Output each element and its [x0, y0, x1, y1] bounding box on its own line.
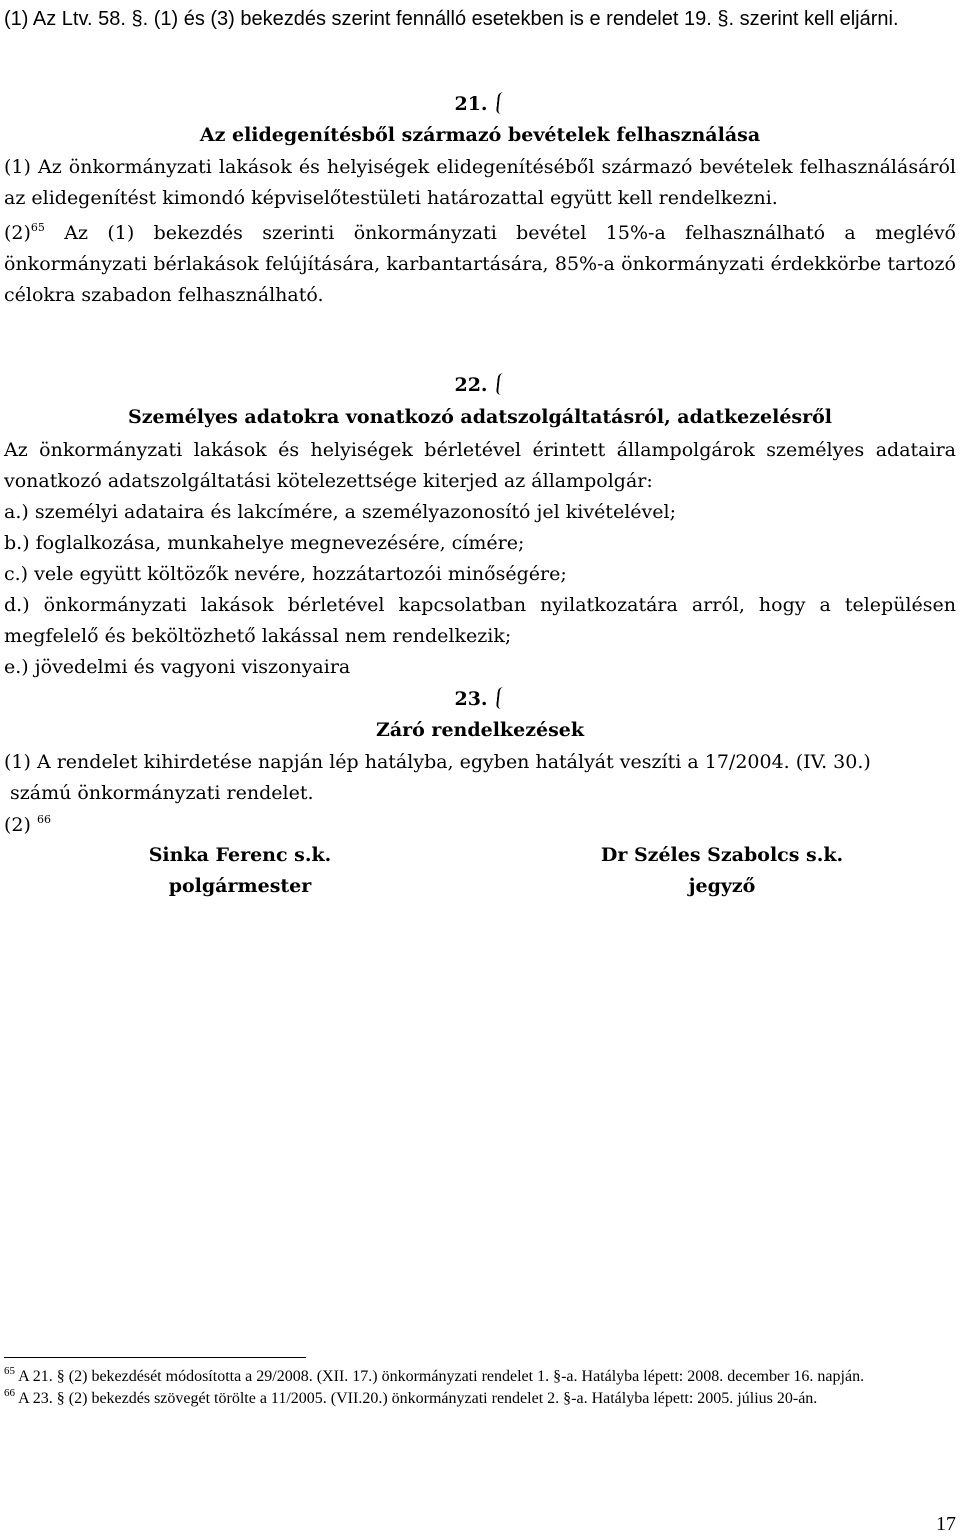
- section-21-title: Az elidegenítésből származó bevételek felhasználása: [199, 124, 761, 146]
- footnote-65: [4, 1366, 956, 1388]
- section-22-intro: Az önkormányzati lakások és helyiségek bérletével érintett állampolgárok személyes adataira vonatkozó adatszolgáltatási kötelezettsége kiterjed az állampolgár:: [4, 439, 956, 492]
- section-23-number: [4, 684, 956, 715]
- footnote-text: A 23. § (2) bekezdés szövegét törölte a 11/2005. (VII.20.) önkormányzati rendelet 2. §-a. Hatályba lépett: 2005. július 20-án.: [15, 1390, 818, 1407]
- footnote-ref-65: 65: [30, 221, 45, 234]
- paragraph-label: (2): [4, 814, 31, 836]
- section-21-paragraph-1: (1) Az önkormányzati lakások és helyiségek elidegenítéséből származó bevételek felhasználásáról az elidegenítést kimondó képviselőtestületi határozattal együtt kell rendelkezni.: [4, 156, 956, 209]
- section-number: 23.: [454, 688, 488, 710]
- section-number: 22.: [454, 374, 488, 396]
- section-22-number: [4, 370, 956, 401]
- section-sign-icon: [492, 92, 506, 114]
- list-item: c.) vele együtt költözők nevére, hozzátartozói minőségére;: [4, 563, 567, 585]
- list-item: a.) személyi adataira és lakcímére, a személyazonosító jel kivételével;: [4, 501, 676, 523]
- section-23-title: Záró rendelkezések: [375, 719, 585, 741]
- intro-paragraph: (1) Az Ltv. 58. §. (1) és (3) bekezdés szerint fennálló esetekben is e rendelet 19. §. szerint kell eljárni.: [4, 8, 899, 30]
- signature-right-name: Dr Széles Szabolcs s.k.: [600, 844, 844, 866]
- footnote-text: A 21. § (2) bekezdését módosította a 29/2008. (XII. 17.) önkormányzati rendelet 1. §-a. Hatályba lépett: 2008. december 16. napján.: [15, 1368, 865, 1385]
- footnote-ref-66: 66: [36, 813, 51, 826]
- section-23-paragraph-2: [4, 810, 956, 841]
- paragraph-text: Az (1) bekezdés szerinti önkormányzati bevétel 15%-a felhasználható a meglévő önkormányzati bérlakások felújítására, karbantartására, 85%-a önkormányzati érdekkörbe tartozó célokra szabadon felhasználható.: [4, 222, 956, 306]
- footnote-divider: [4, 1357, 306, 1358]
- signature-right-role: jegyző: [688, 875, 756, 897]
- section-23-paragraph-1-line-1: (1) A rendelet kihirdetése napján lép hatályba, egyben hatályát veszíti a 17/2004. (IV. 30.): [4, 751, 871, 773]
- footnote-66: [4, 1388, 956, 1410]
- section-22-title: Személyes adatokra vonatkozó adatszolgáltatásról, adatkezelésről: [127, 406, 833, 428]
- signature-left-name: Sinka Ferenc s.k.: [148, 844, 332, 866]
- footnote-number: 65: [4, 1365, 15, 1377]
- section-23-paragraph-1-line-2: számú önkormányzati rendelet.: [4, 782, 314, 804]
- footnote-number: 66: [4, 1387, 15, 1399]
- list-item: b.) foglalkozása, munkahelye megnevezésére, címére;: [4, 532, 525, 554]
- paragraph-label: (2): [4, 222, 31, 244]
- signature-left-role: polgármester: [168, 875, 312, 897]
- list-item: e.) jövedelmi és vagyoni viszonyaira: [4, 656, 351, 678]
- section-21-paragraph-2: [4, 218, 956, 311]
- section-number: 21.: [454, 93, 488, 115]
- list-item: d.) önkormányzati lakások bérletével kapcsolatban nyilatkozatára arról, hogy a településen megfelelő és beköltözhető lakással nem rendelkezik;: [4, 594, 956, 647]
- section-sign-icon: [492, 687, 506, 709]
- footnotes: [4, 1366, 956, 1410]
- page-number: 17: [936, 1513, 956, 1535]
- section-21-number: [4, 89, 956, 120]
- section-sign-icon: [492, 373, 506, 395]
